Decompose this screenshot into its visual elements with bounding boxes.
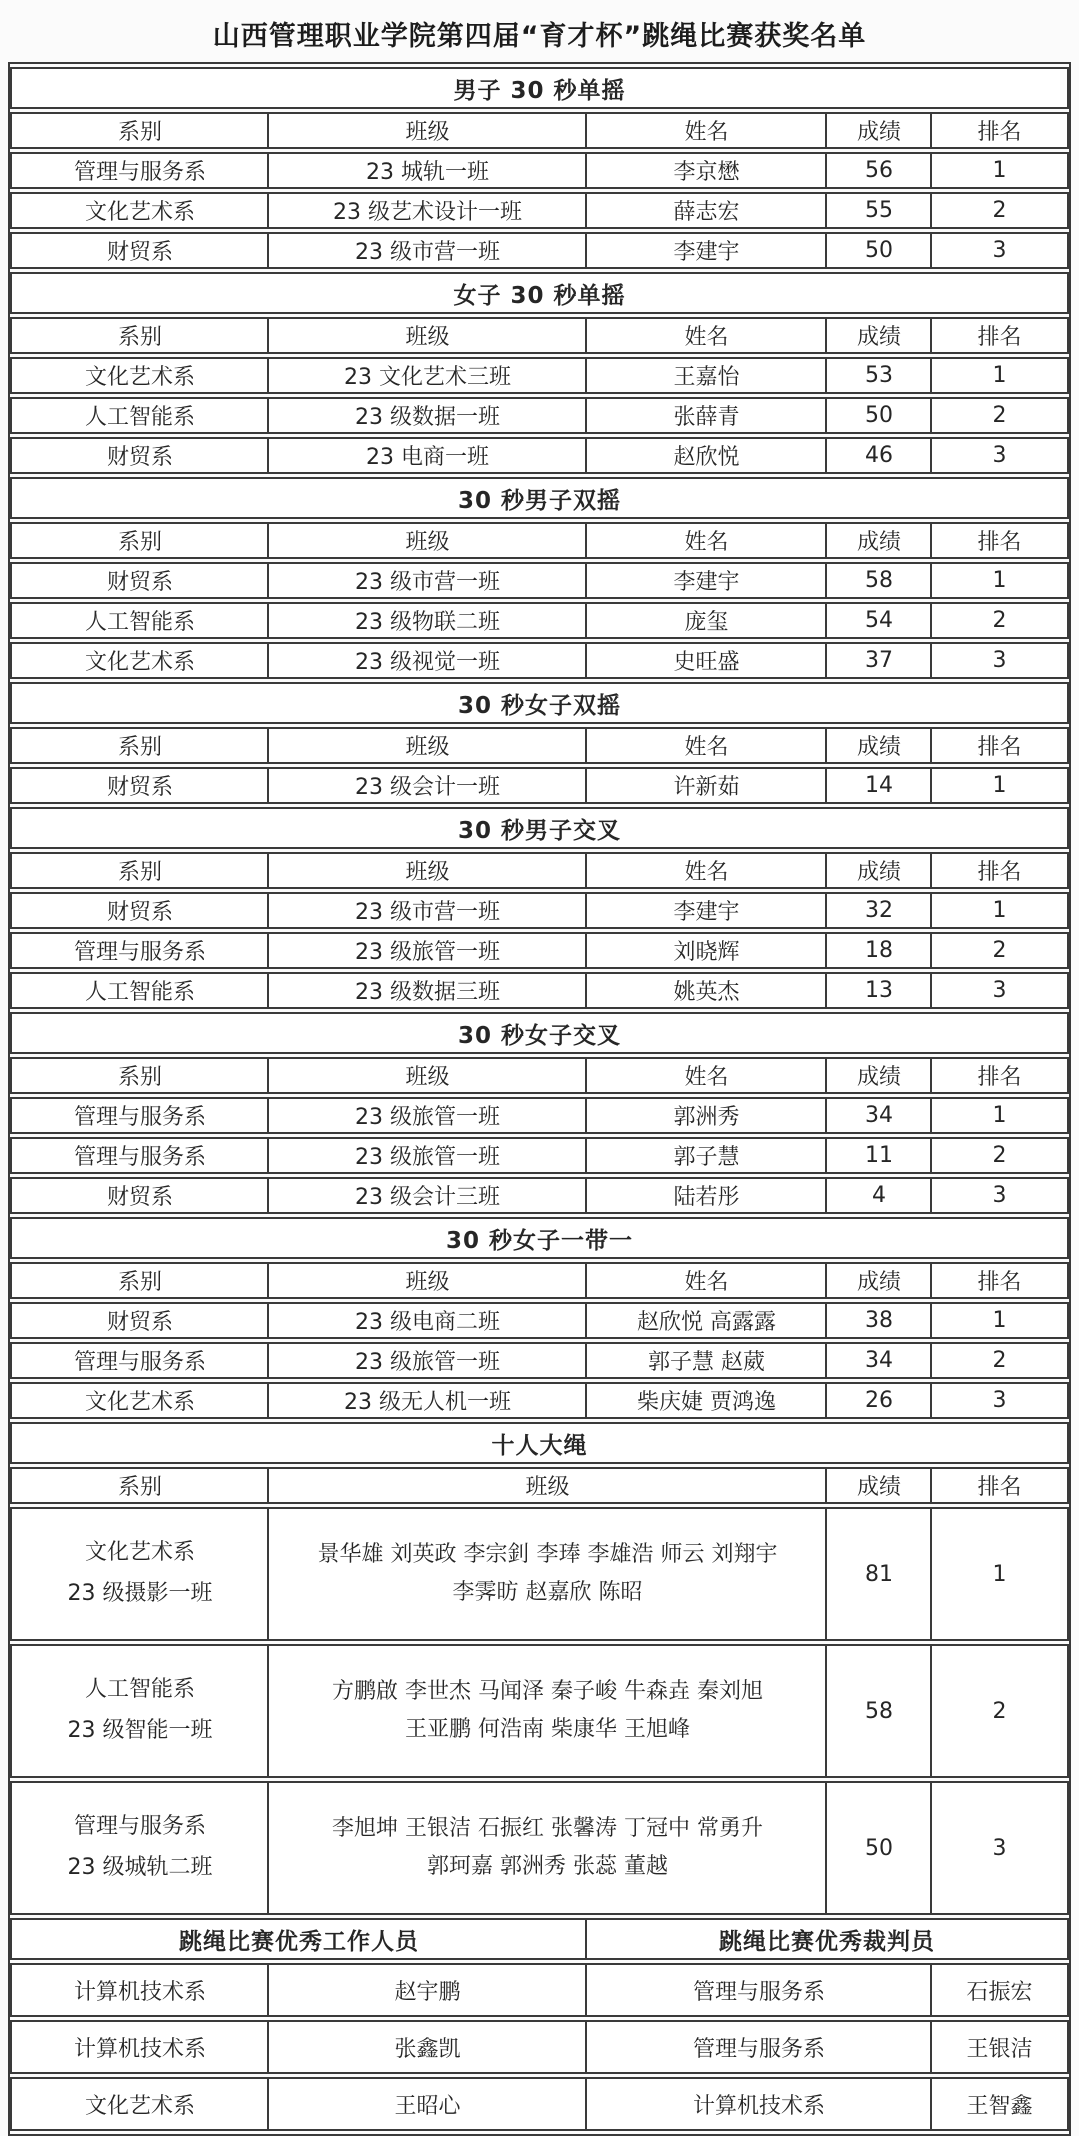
col-header-dept: 系别	[10, 852, 269, 889]
col-header-rank: 排名	[932, 1467, 1068, 1504]
table-row	[10, 232, 1068, 269]
table-row	[10, 357, 1068, 394]
col-header-class: 班级	[269, 1262, 587, 1299]
class-cell: 23 级市营一班	[269, 892, 587, 929]
col-header-dept: 系别	[10, 522, 269, 559]
dept-cell: 管理与服务系	[10, 1097, 269, 1134]
table-row	[10, 602, 1068, 639]
section-title: 女子 30 秒单摇	[10, 272, 1068, 314]
rank-cell: 2	[932, 932, 1068, 969]
name-cell: 李京懋	[587, 152, 827, 189]
name-cell: 李建宇	[587, 232, 827, 269]
col-header-rank: 排名	[932, 852, 1068, 889]
table-row	[10, 1644, 1068, 1778]
col-header-class: 班级	[269, 317, 587, 354]
score-cell: 38	[827, 1302, 932, 1339]
dept-cell: 财贸系	[10, 1177, 269, 1214]
section-title: 30 秒女子双摇	[10, 682, 1068, 724]
dept-cell: 人工智能系	[10, 972, 269, 1009]
column-header-row	[10, 317, 1068, 354]
rank-cell: 3	[932, 232, 1068, 269]
rank-cell: 3	[932, 1781, 1068, 1915]
section-title-row	[10, 682, 1068, 724]
col-header-class: 班级	[269, 727, 587, 764]
table-row	[10, 1177, 1068, 1214]
staff-right-title: 跳绳比赛优秀裁判员	[587, 1918, 1068, 1960]
dept-line1: 人工智能系	[84, 1677, 195, 1703]
name-cell: 李建宇	[587, 562, 827, 599]
col-header-name: 姓名	[587, 522, 827, 559]
score-cell: 55	[827, 192, 932, 229]
name-cell: 王智鑫	[932, 2077, 1068, 2131]
table-row	[10, 2077, 1068, 2131]
score-cell: 4	[827, 1177, 932, 1214]
rank-cell: 1	[932, 892, 1068, 929]
score-cell: 26	[827, 1382, 932, 1419]
column-header-row	[10, 852, 1068, 889]
name-cell: 刘晓辉	[587, 932, 827, 969]
name-cell: 王嘉怡	[587, 357, 827, 394]
col-header-name: 姓名	[587, 1262, 827, 1299]
class-cell: 23 级物联二班	[269, 602, 587, 639]
col-header-rank: 排名	[932, 1262, 1068, 1299]
section-title-row	[10, 1012, 1068, 1054]
rank-cell: 1	[932, 1507, 1068, 1641]
rank-cell: 3	[932, 437, 1068, 474]
section-title-row	[10, 1217, 1068, 1259]
table-row	[10, 152, 1068, 189]
dept-line2: 23 级摄影一班	[67, 1581, 213, 1606]
table-row	[10, 1137, 1068, 1174]
name-cell: 郭子慧 赵葳	[587, 1342, 827, 1379]
section-title: 男子 30 秒单摇	[10, 67, 1068, 109]
col-header-class: 班级	[269, 852, 587, 889]
class-cell: 23 级市营一班	[269, 562, 587, 599]
section-title-row	[10, 272, 1068, 314]
table-row	[10, 767, 1068, 804]
col-header-rank: 排名	[932, 112, 1068, 149]
table-row	[10, 1342, 1068, 1379]
rank-cell: 2	[932, 602, 1068, 639]
col-header-name: 姓名	[587, 112, 827, 149]
class-cell: 23 级数据三班	[269, 972, 587, 1009]
rank-cell: 3	[932, 642, 1068, 679]
col-header-score: 成绩	[827, 112, 932, 149]
column-header-row	[10, 112, 1068, 149]
team-names-cell: 方鹏啟 李世杰 马闻泽 秦子峻 牛森垚 秦刘旭 王亚鹏 何浩南 柴康华 王旭峰	[269, 1644, 827, 1778]
class-cell: 23 级市营一班	[269, 232, 587, 269]
score-cell: 11	[827, 1137, 932, 1174]
table-row	[10, 1302, 1068, 1339]
dept-cell: 人工智能系	[10, 397, 269, 434]
name-cell: 王银洁	[932, 2020, 1068, 2074]
section-title: 30 秒女子交叉	[10, 1012, 1068, 1054]
section-title: 30 秒女子一带一	[10, 1217, 1068, 1259]
dept-cell: 计算机技术系	[587, 2077, 932, 2131]
column-header-row	[10, 1467, 1068, 1504]
section-title: 30 秒男子双摇	[10, 477, 1068, 519]
score-cell: 18	[827, 932, 932, 969]
section-title: 十人大绳	[10, 1422, 1068, 1464]
rank-cell: 2	[932, 397, 1068, 434]
column-header-row	[10, 522, 1068, 559]
class-cell: 23 城轨一班	[269, 152, 587, 189]
col-header-score: 成绩	[827, 727, 932, 764]
name-cell: 张薛青	[587, 397, 827, 434]
rank-cell: 1	[932, 357, 1068, 394]
score-cell: 34	[827, 1342, 932, 1379]
table-row	[10, 437, 1068, 474]
dept-line1: 管理与服务系	[73, 1814, 206, 1840]
staff-header-row	[10, 1918, 1068, 1960]
score-cell: 50	[827, 1781, 932, 1915]
table-row	[10, 1963, 1068, 2017]
col-header-name: 姓名	[587, 852, 827, 889]
score-cell: 54	[827, 602, 932, 639]
col-header-score: 成绩	[827, 522, 932, 559]
score-cell: 46	[827, 437, 932, 474]
dept-line2: 23 级智能一班	[67, 1718, 213, 1743]
staff-left-title: 跳绳比赛优秀工作人员	[10, 1918, 587, 1960]
score-cell: 58	[827, 1644, 932, 1778]
page-title: 山西管理职业学院第四届“育才杯”跳绳比赛获奖名单	[212, 21, 867, 52]
rank-cell: 3	[932, 1382, 1068, 1419]
col-header-score: 成绩	[827, 1057, 932, 1094]
dept-cell: 管理与服务系	[10, 1137, 269, 1174]
team-names-cell: 景华雄 刘英政 李宗釗 李琫 李雄浩 师云 刘翔宇 李霁昉 赵嘉欣 陈昭	[269, 1507, 827, 1641]
table-row	[10, 562, 1068, 599]
score-cell: 81	[827, 1507, 932, 1641]
name-cell: 郭洲秀	[587, 1097, 827, 1134]
table-row	[10, 892, 1068, 929]
rank-cell: 1	[932, 1097, 1068, 1134]
score-cell: 13	[827, 972, 932, 1009]
dept-cell: 文化艺术系	[10, 357, 269, 394]
col-header-name: 姓名	[587, 317, 827, 354]
name-cell: 赵欣悦	[587, 437, 827, 474]
team-names-cell: 李旭坤 王银洁 石振红 张馨涛 丁冠中 常勇升 郭珂嘉 郭洲秀 张蕊 董越	[269, 1781, 827, 1915]
column-header-row	[10, 1262, 1068, 1299]
class-cell: 23 级会计一班	[269, 767, 587, 804]
dept-cell	[10, 1781, 269, 1915]
class-cell: 23 级无人机一班	[269, 1382, 587, 1419]
col-header-score: 成绩	[827, 1262, 932, 1299]
col-header-dept: 系别	[10, 1467, 269, 1504]
section-title-row	[10, 67, 1068, 109]
score-cell: 32	[827, 892, 932, 929]
name-cell: 薛志宏	[587, 192, 827, 229]
rank-cell: 1	[932, 1302, 1068, 1339]
section-title-row	[10, 807, 1068, 849]
col-header-dept: 系别	[10, 1262, 269, 1299]
rank-cell: 2	[932, 1342, 1068, 1379]
table-row	[10, 2020, 1068, 2074]
rank-cell: 3	[932, 1177, 1068, 1214]
name-cell: 张鑫凯	[269, 2020, 587, 2074]
table-row	[10, 972, 1068, 1009]
dept-cell: 计算机技术系	[10, 1963, 269, 2017]
score-cell: 50	[827, 397, 932, 434]
score-cell: 50	[827, 232, 932, 269]
dept-line1: 文化艺术系	[84, 1540, 195, 1566]
dept-cell: 管理与服务系	[587, 1963, 932, 2017]
name-cell: 姚英杰	[587, 972, 827, 1009]
score-cell: 14	[827, 767, 932, 804]
col-header-rank: 排名	[932, 1057, 1068, 1094]
col-header-score: 成绩	[827, 852, 932, 889]
col-header-score: 成绩	[827, 1467, 932, 1504]
name-cell: 陆若彤	[587, 1177, 827, 1214]
dept-cell: 管理与服务系	[587, 2020, 932, 2074]
dept-cell: 人工智能系	[10, 602, 269, 639]
dept-cell: 财贸系	[10, 437, 269, 474]
class-cell: 23 级电商二班	[269, 1302, 587, 1339]
name-cell: 许新茹	[587, 767, 827, 804]
table-row	[10, 932, 1068, 969]
awards-table	[8, 62, 1070, 2136]
table-row	[10, 397, 1068, 434]
section-title: 30 秒男子交叉	[10, 807, 1068, 849]
name-cell: 赵欣悦 高露露	[587, 1302, 827, 1339]
name-cell: 柴庆婕 贾鸿逸	[587, 1382, 827, 1419]
column-header-row	[10, 727, 1068, 764]
rank-cell: 2	[932, 192, 1068, 229]
col-header-dept: 系别	[10, 112, 269, 149]
dept-cell: 文化艺术系	[10, 2077, 269, 2131]
dept-cell: 财贸系	[10, 232, 269, 269]
class-cell: 23 级会计三班	[269, 1177, 587, 1214]
rank-cell: 2	[932, 1644, 1068, 1778]
score-cell: 37	[827, 642, 932, 679]
rank-cell: 3	[932, 972, 1068, 1009]
class-cell: 23 级旅管一班	[269, 1137, 587, 1174]
col-header-dept: 系别	[10, 1057, 269, 1094]
dept-line2: 23 级城轨二班	[67, 1855, 213, 1880]
rank-cell: 2	[932, 1137, 1068, 1174]
dept-cell: 管理与服务系	[10, 1342, 269, 1379]
dept-cell: 财贸系	[10, 892, 269, 929]
class-cell: 23 电商一班	[269, 437, 587, 474]
col-header-class: 班级	[269, 522, 587, 559]
dept-cell	[10, 1507, 269, 1641]
col-header-name: 姓名	[587, 1057, 827, 1094]
class-cell: 23 级旅管一班	[269, 1097, 587, 1134]
dept-cell: 财贸系	[10, 1302, 269, 1339]
name-cell: 庞玺	[587, 602, 827, 639]
table-row	[10, 1097, 1068, 1134]
score-cell: 58	[827, 562, 932, 599]
name-cell: 赵宇鹏	[269, 1963, 587, 2017]
dept-cell: 管理与服务系	[10, 932, 269, 969]
section-title-row	[10, 1422, 1068, 1464]
class-cell: 23 文化艺术三班	[269, 357, 587, 394]
name-cell: 史旺盛	[587, 642, 827, 679]
dept-cell	[10, 1644, 269, 1778]
table-row	[10, 1507, 1068, 1641]
name-cell: 李建宇	[587, 892, 827, 929]
dept-cell: 文化艺术系	[10, 1382, 269, 1419]
class-cell: 23 级旅管一班	[269, 1342, 587, 1379]
class-cell: 23 级旅管一班	[269, 932, 587, 969]
col-header-class: 班级	[269, 1057, 587, 1094]
col-header-rank: 排名	[932, 317, 1068, 354]
col-header-name: 姓名	[587, 727, 827, 764]
score-cell: 34	[827, 1097, 932, 1134]
col-header-rank: 排名	[932, 522, 1068, 559]
dept-cell: 文化艺术系	[10, 192, 269, 229]
rank-cell: 1	[932, 767, 1068, 804]
class-cell: 23 级数据一班	[269, 397, 587, 434]
name-cell: 王昭心	[269, 2077, 587, 2131]
col-header-class: 班级	[269, 112, 587, 149]
rank-cell: 1	[932, 152, 1068, 189]
section-title-row	[10, 477, 1068, 519]
col-header-dept: 系别	[10, 727, 269, 764]
dept-cell: 计算机技术系	[10, 2020, 269, 2074]
col-header-rank: 排名	[932, 727, 1068, 764]
col-header-score: 成绩	[827, 317, 932, 354]
name-cell: 郭子慧	[587, 1137, 827, 1174]
dept-cell: 文化艺术系	[10, 642, 269, 679]
score-cell: 53	[827, 357, 932, 394]
dept-cell: 财贸系	[10, 767, 269, 804]
dept-cell: 管理与服务系	[10, 152, 269, 189]
score-cell: 56	[827, 152, 932, 189]
class-cell: 23 级艺术设计一班	[269, 192, 587, 229]
table-row	[10, 1781, 1068, 1915]
col-header-class: 班级	[269, 1467, 827, 1504]
dept-cell: 财贸系	[10, 562, 269, 599]
name-cell: 石振宏	[932, 1963, 1068, 2017]
table-row	[10, 1382, 1068, 1419]
rank-cell: 1	[932, 562, 1068, 599]
column-header-row	[10, 1057, 1068, 1094]
table-row	[10, 192, 1068, 229]
table-row	[10, 642, 1068, 679]
class-cell: 23 级视觉一班	[269, 642, 587, 679]
col-header-dept: 系别	[10, 317, 269, 354]
